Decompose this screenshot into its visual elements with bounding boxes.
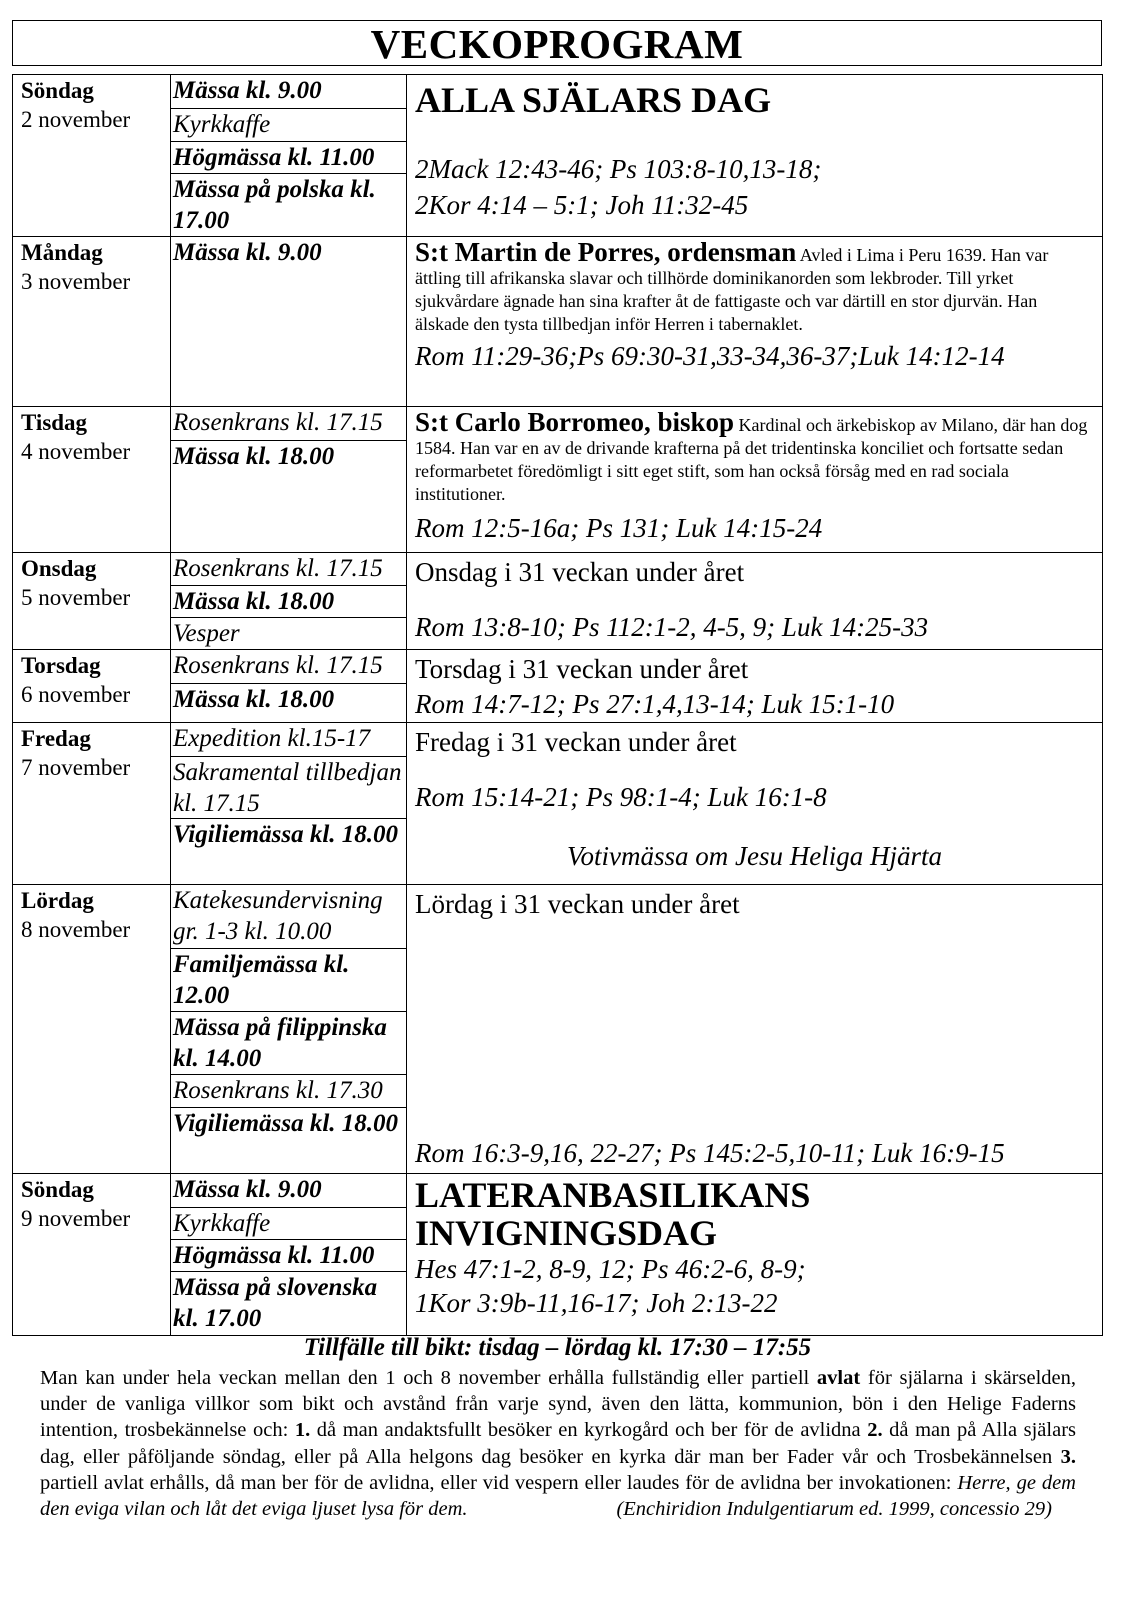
day-cell xyxy=(13,553,171,650)
day-cell xyxy=(13,723,171,885)
events-cell xyxy=(171,75,407,237)
event-item: Mässa kl. 18.00 xyxy=(171,683,406,720)
day-cell xyxy=(13,885,171,1174)
saint-text: Kardinal och ärkebiskop av Milano, där han dog 1584. Han var en av de drivande krafterna på det tridentinska konciliet och fortsatte sedan reformarbetet föredömligt i sitt eget stift, som han också försåg med en rad sociala institutioner. xyxy=(415,415,1088,504)
weekday-title: Onsdag i 31 veckan under året xyxy=(415,557,745,587)
event-item: Mässa på polska kl. 17.00 xyxy=(171,173,406,236)
event-item: Vesper xyxy=(171,617,406,648)
description-cell xyxy=(407,553,1103,650)
event-item: Mässa kl. 18.00 xyxy=(171,585,406,617)
description-cell xyxy=(407,723,1103,885)
events-cell xyxy=(171,237,407,407)
readings: Rom 14:7-12; Ps 27:1,4,13-14; Luk 15:1-10 xyxy=(415,689,895,719)
readings: Rom 16:3-9,16, 22-27; Ps 145:2-5,10-11; Luk 16:9-15 xyxy=(415,1138,1005,1168)
note-text: Man kan under hela veckan mellan den 1 och 8 november erhålla fullständig eller partiell xyxy=(40,1367,817,1389)
day-cell xyxy=(13,75,171,237)
day-name: Torsdag xyxy=(21,653,101,678)
day-name: Lördag xyxy=(21,888,94,913)
note-text: för själarna i skärselden, under de vanliga villkor som bikt och avstånd från varje synd, även den lätta, kommunion, bön i den Helige Faderns intention, trosbekännelse och: xyxy=(40,1367,1076,1442)
readings: 2Kor 4:14 – 5:1; Joh 11:32-45 xyxy=(415,190,749,220)
day-date: 4 november xyxy=(21,439,131,464)
weekday-title: Torsdag i 31 veckan under året xyxy=(415,654,749,684)
day-cell xyxy=(13,407,171,553)
description-cell xyxy=(407,75,1103,237)
event-item: Kyrkkaffe xyxy=(171,1207,406,1239)
source-reference: (Enchiridion Indulgentiarum ed. 1999, concessio 29) xyxy=(616,1498,1052,1521)
day-date: 3 november xyxy=(21,269,131,294)
day-row-sunday-2 xyxy=(13,75,1103,237)
event-item: Rosenkrans kl. 17.15 xyxy=(173,652,383,679)
event-item: Vigiliemässa kl. 18.00 xyxy=(171,818,406,883)
event-item: Familjemässa kl. 12.00 xyxy=(171,948,406,1011)
note-number: 2. xyxy=(867,1419,883,1442)
day-cell xyxy=(13,237,171,407)
saint-description xyxy=(415,407,1094,506)
saint-text: Avled i Lima i Peru 1639. Han var ättling till afrikanska slavar och tillhörde dominikanorden som lekbroder. Till yrket sjukvårdare ägnade han sina krafter åt de fattigaste och var därtill en stor djurvän. Han älskade den tysta tillbedjan inför Herren i tabernaklet. xyxy=(415,245,1049,334)
day-row-thursday xyxy=(13,650,1103,723)
note-text: då man andaktsfullt besöker en kyrkogård och ber för de avlidna xyxy=(310,1419,868,1442)
readings: Rom 12:5-16a; Ps 131; Luk 14:15-24 xyxy=(415,513,823,543)
event-item: Katekesundervisning gr. 1-3 kl. 10.00 xyxy=(173,887,383,945)
event-item: Mässa kl. 9.00 xyxy=(173,239,322,266)
readings: Rom 13:8-10; Ps 112:1-2, 4-5, 9; Luk 14:25-33 xyxy=(415,612,929,642)
events-cell xyxy=(171,885,407,1174)
weekday-title: Lördag i 31 veckan under året xyxy=(415,889,740,919)
readings: 1Kor 3:9b-11,16-17; Joh 2:13-22 xyxy=(415,1288,778,1318)
event-item: Vigiliemässa kl. 18.00 xyxy=(171,1107,406,1172)
event-item: Mässa kl. 9.00 xyxy=(173,77,322,104)
events-cell xyxy=(171,650,407,723)
feast-heading: LATERANBASILIKANS INVIGNINGSDAG xyxy=(415,1175,811,1253)
description-cell xyxy=(407,650,1103,723)
page-title: VECKOPROGRAM xyxy=(12,20,1102,66)
event-item: Rosenkrans kl. 17.15 xyxy=(173,555,383,582)
event-item: Högmässa kl. 11.00 xyxy=(171,1239,406,1271)
votive-mass: Votivmässa om Jesu Heliga Hjärta xyxy=(567,841,942,871)
event-item: Expedition kl.15-17 xyxy=(173,725,371,752)
day-name: Söndag xyxy=(21,1177,94,1202)
description-cell xyxy=(407,237,1103,407)
indulgence-note xyxy=(40,1365,1076,1522)
events-cell xyxy=(171,723,407,885)
note-number: 3. xyxy=(1060,1445,1076,1468)
description-cell xyxy=(407,1174,1103,1336)
week-schedule-table xyxy=(12,74,1103,1336)
saint-name: S:t Carlo Borromeo, biskop xyxy=(415,407,735,437)
event-item: Mässa kl. 9.00 xyxy=(173,1176,322,1203)
day-name: Måndag xyxy=(21,240,103,265)
event-item: Kyrkkaffe xyxy=(171,108,406,141)
event-item: Mässa på slovenska kl. 17.00 xyxy=(171,1271,406,1334)
day-cell xyxy=(13,1174,171,1336)
day-date: 6 november xyxy=(21,682,131,707)
feast-heading: ALLA SJÄLARS DAG xyxy=(415,80,772,120)
saint-description xyxy=(415,237,1094,336)
readings: 2Mack 12:43-46; Ps 103:8-10,13-18; xyxy=(415,154,822,184)
prayer-text: Herre, ge dem den eviga vilan och låt det eviga ljuset lysa för dem. xyxy=(40,1471,1076,1521)
event-item: Sakramental tillbedjan kl. 17.15 xyxy=(171,756,406,818)
event-item: Högmässa kl. 11.00 xyxy=(171,141,406,173)
day-name: Onsdag xyxy=(21,556,97,581)
day-date: 9 november xyxy=(21,1206,131,1231)
event-item: Mässa på filippinska kl. 14.00 xyxy=(171,1011,406,1074)
note-bold-word: avlat xyxy=(816,1367,861,1389)
day-date: 8 november xyxy=(21,917,131,942)
day-cell xyxy=(13,650,171,723)
day-row-friday xyxy=(13,723,1103,885)
day-row-saturday xyxy=(13,885,1103,1174)
day-name: Tisdag xyxy=(21,410,88,435)
day-date: 5 november xyxy=(21,585,131,610)
event-item: Rosenkrans kl. 17.15 xyxy=(173,409,383,436)
readings: Hes 47:1-2, 8-9, 12; Ps 46:2-6, 8-9; xyxy=(415,1254,806,1284)
event-item: Rosenkrans kl. 17.30 xyxy=(171,1074,406,1107)
day-row-tuesday xyxy=(13,407,1103,553)
day-row-wednesday xyxy=(13,553,1103,650)
note-text: då man på Alla själars dag, eller påföljande söndag, eller på Alla helgons dag besöker en kyrka där man ber Fader vår och Trosbekännelsen xyxy=(40,1419,1076,1468)
day-row-monday xyxy=(13,237,1103,407)
note-text: partiell avlat erhålls, då man ber för de avlidna, eller vid vespern eller laudes för de avlidna ber invokationen: xyxy=(40,1471,958,1494)
events-cell xyxy=(171,553,407,650)
saint-name: S:t Martin de Porres, ordensman xyxy=(415,237,797,267)
confession-times: Tillfälle till bikt: tisdag – lördag kl. 17:30 – 17:55 xyxy=(303,1334,812,1361)
event-item: Mässa kl. 18.00 xyxy=(171,440,406,473)
note-number: 1. xyxy=(294,1419,311,1442)
day-name: Söndag xyxy=(21,78,94,103)
readings: Rom 15:14-21; Ps 98:1-4; Luk 16:1-8 xyxy=(415,782,827,812)
day-name: Fredag xyxy=(21,726,91,751)
readings: Rom 11:29-36;Ps 69:30-31,33-34,36-37;Luk 14:12-14 xyxy=(415,341,1005,371)
events-cell xyxy=(171,407,407,553)
day-row-sunday-9 xyxy=(13,1174,1103,1336)
day-date: 7 november xyxy=(21,755,131,780)
description-cell xyxy=(407,885,1103,1174)
events-cell xyxy=(171,1174,407,1336)
description-cell xyxy=(407,407,1103,553)
day-date: 2 november xyxy=(21,107,131,132)
weekday-title: Fredag i 31 veckan under året xyxy=(415,727,737,757)
